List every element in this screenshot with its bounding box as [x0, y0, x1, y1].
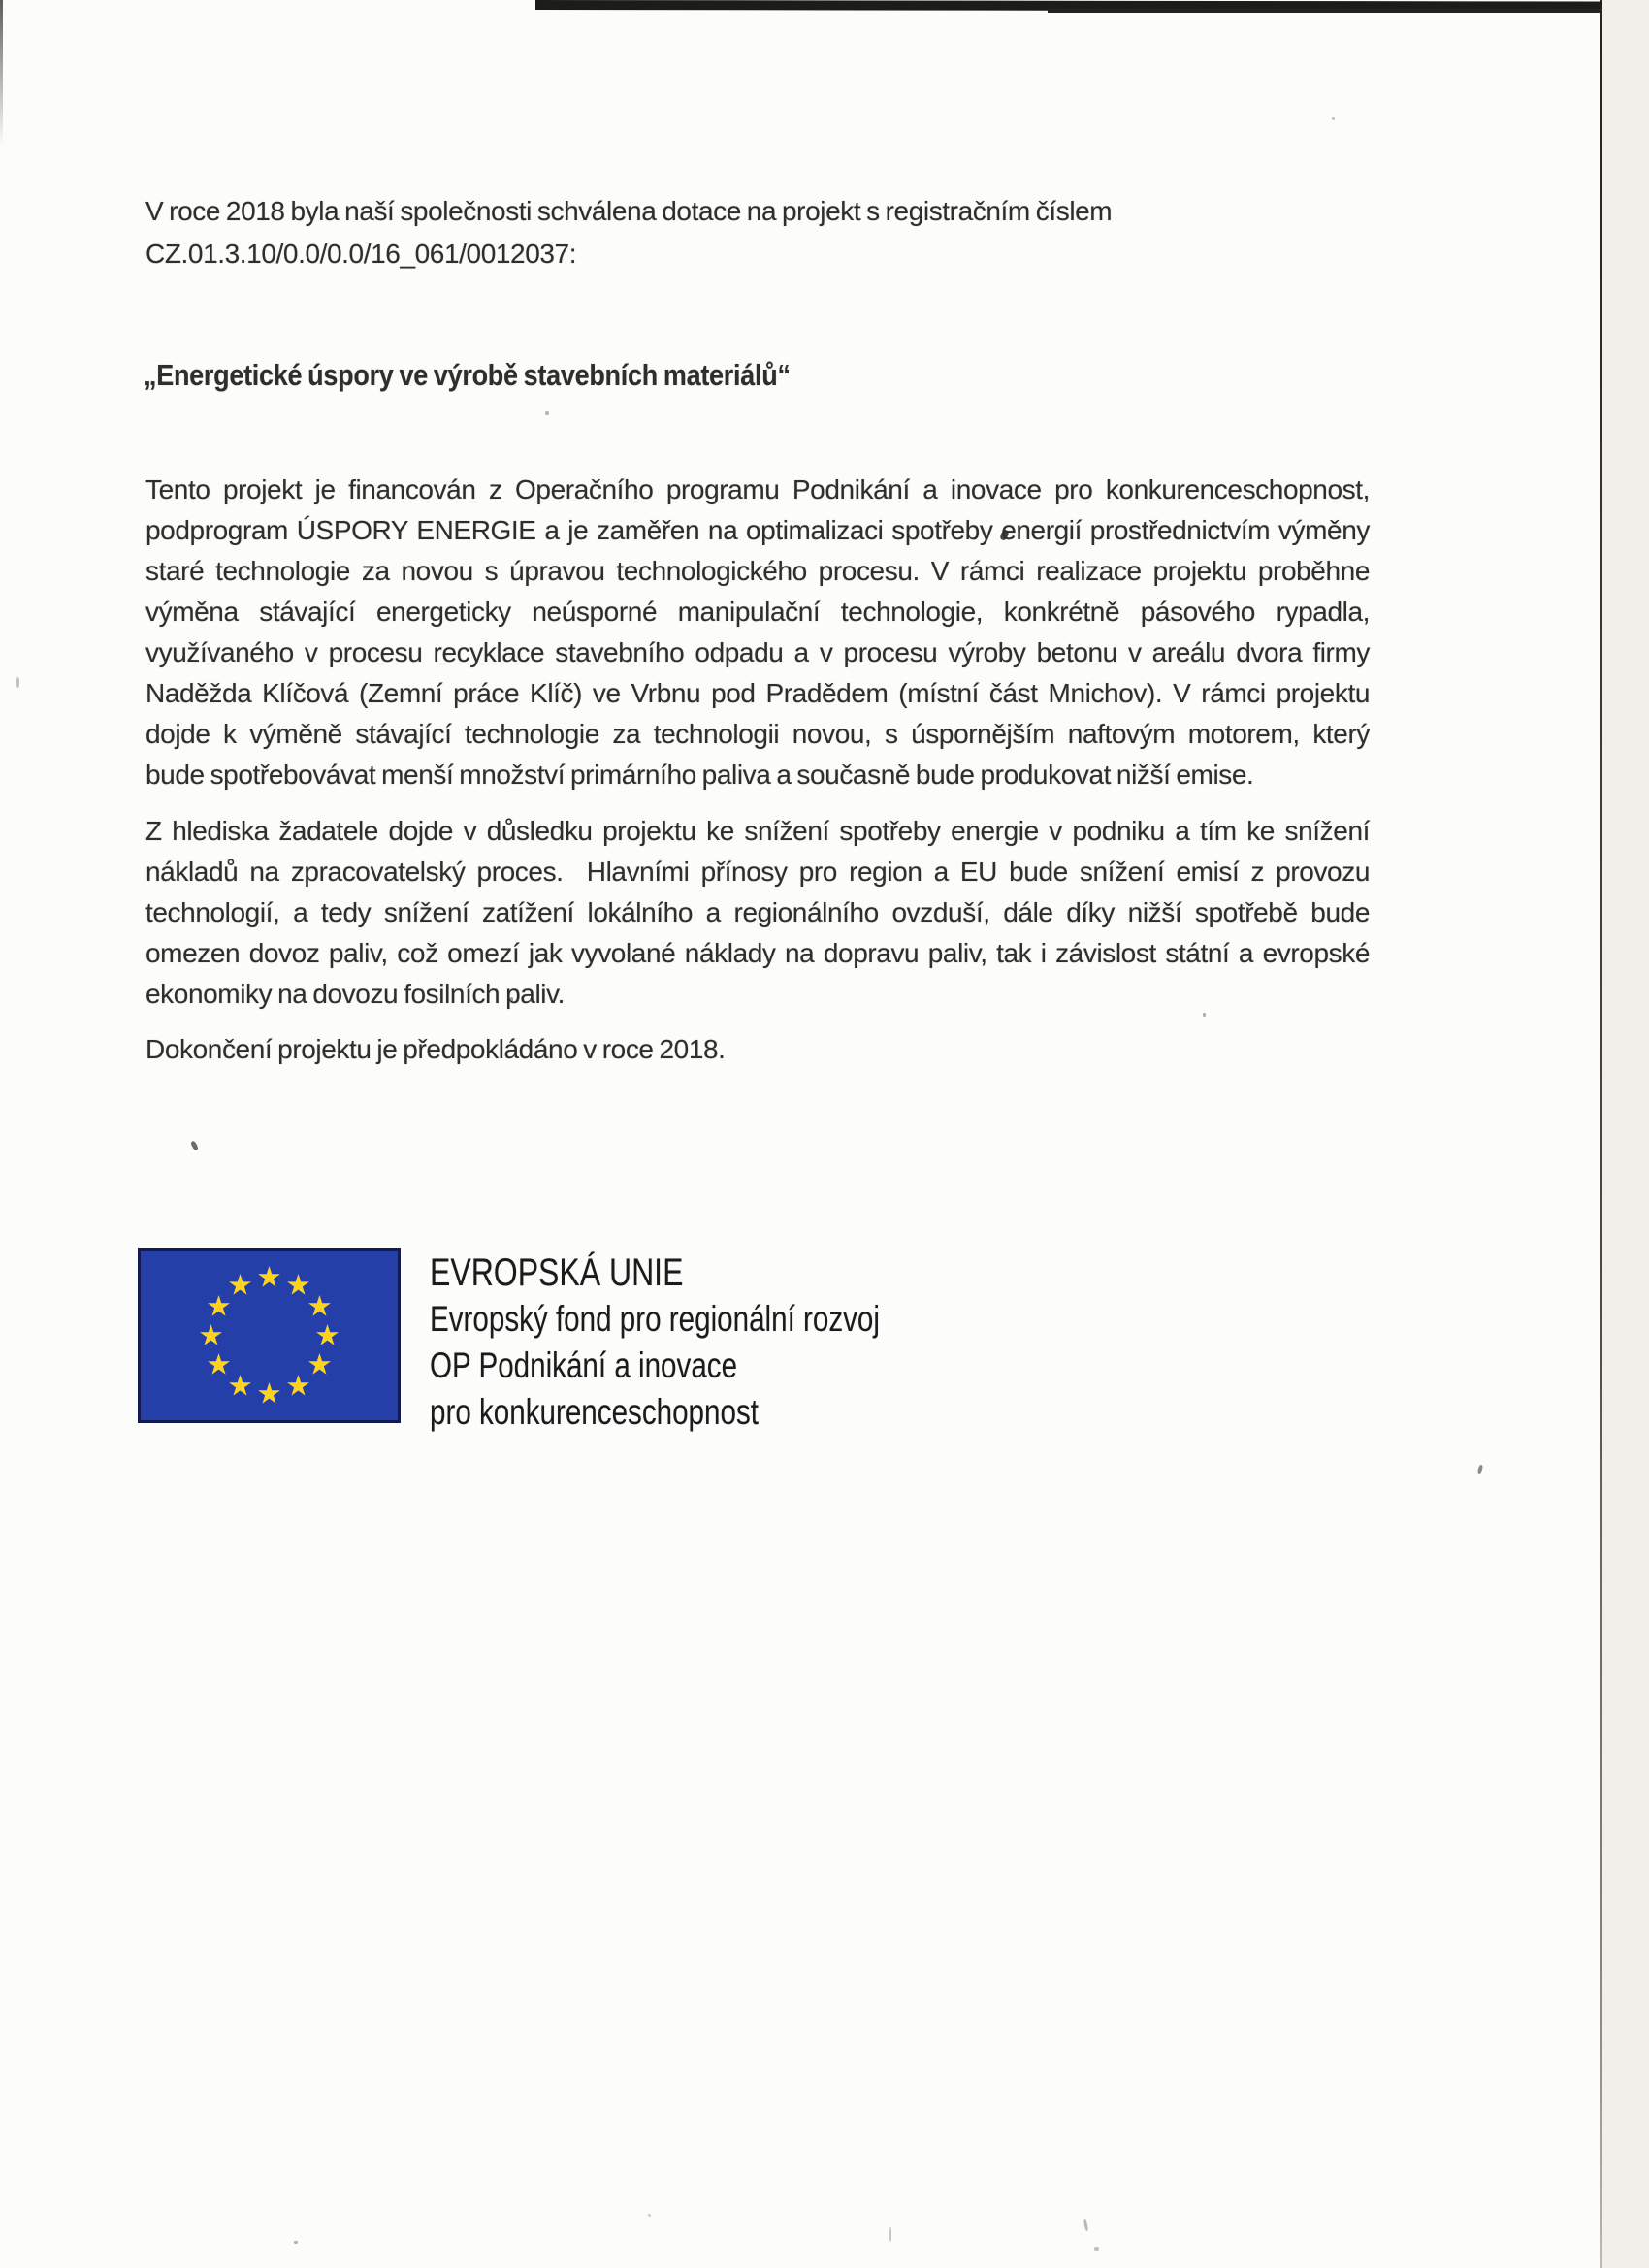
text-line: nákladů na zpracovatelský proces. Hlavními přínosy pro region a EU bude snížení emisí z provozu	[146, 857, 1370, 887]
text-line: Evropský fond pro regionální rozvoj	[430, 1299, 880, 1339]
scan-speck	[1477, 1465, 1483, 1474]
project-title-heading: „Energetické úspory ve výrobě stavebních materiálů“	[144, 358, 791, 392]
text-line: dojde k výměně stávající technologie za technologii novou, s úspornějším naftovým motorem, který	[146, 719, 1370, 749]
scan-speck	[1083, 2219, 1088, 2231]
text-line: V roce 2018 byla naší společnosti schválena dotace na projekt s registračním číslem	[146, 196, 1113, 226]
scan-edge-right-line	[1600, 0, 1602, 2268]
text-line: výměna stávající energeticky neúsporné manipulační technologie, konkrétně pásového rypadla,	[146, 597, 1370, 627]
text-line: EVROPSKÁ UNIE	[430, 1251, 684, 1294]
scan-edge-left-sliver	[0, 0, 3, 146]
scan-speck	[16, 677, 19, 688]
text-line: využívaného v procesu recyklace stavebního odpadu a v procesu výroby betonu v areálu dvora firmy	[146, 637, 1370, 667]
scan-speck	[1332, 117, 1335, 120]
text-line: staré technologie za novou s úpravou technologického procesu. V rámci realizace projektu proběhne	[146, 556, 1370, 586]
body-paragraph-2	[146, 811, 1370, 1015]
scan-speck	[294, 2241, 298, 2244]
text-line: pro konkurenceschopnost	[430, 1392, 759, 1432]
eu-flag-icon	[138, 1248, 401, 1423]
intro-paragraph	[146, 190, 1370, 275]
text-line: omezen dovoz paliv, což omezí jak vyvolané náklady na dopravu paliv, tak i závislost státní a evropské	[146, 938, 1370, 968]
text-line: podprogram ÚSPORY ENERGIE a je zaměřen na optimalizaci spotřeby energií prostřednictvím výměny	[146, 515, 1370, 545]
scan-speck	[545, 411, 549, 415]
text-line: technologií, a tedy snížení zatížení lokálního a regionálního ovzduší, dále díky nižší spotřebě bude	[146, 897, 1370, 927]
text-line: ekonomiky na dovozu fosilních paliv.	[146, 979, 565, 1009]
scan-speck	[1094, 2247, 1099, 2251]
scan-edge-top-bar	[1048, 9, 1649, 13]
text-line: Naděžda Klíčová (Zemní práce Klíč) ve Vrbnu pod Pradědem (místní část Mnichov). V rámci projektu	[146, 678, 1370, 708]
text-line: bude spotřebovávat menší množství primárního paliva a současně bude produkovat nižší emise.	[146, 760, 1254, 790]
scan-speck	[190, 1140, 199, 1150]
text-line: CZ.01.3.10/0.0/0.0/16_061/0012037:	[146, 239, 577, 269]
scan-edge-right-margin	[1602, 0, 1649, 2268]
eu-logo-caption	[430, 1249, 880, 1436]
text-line: OP Podnikání a inovace	[430, 1345, 738, 1385]
text-line: Tento projekt je financován z Operačního programu Podnikání a inovace pro konkurenceschopnost,	[146, 474, 1370, 504]
body-paragraph-1	[146, 470, 1370, 795]
scan-speck	[648, 2214, 651, 2217]
scan-speck	[889, 2227, 891, 2242]
text-line: Z hlediska žadatele dojde v důsledku projektu ke snížení spotřeby energie v podniku a tím ke snížení	[146, 816, 1370, 846]
closing-line: Dokončení projektu je předpokládáno v roce 2018.	[146, 1034, 726, 1064]
